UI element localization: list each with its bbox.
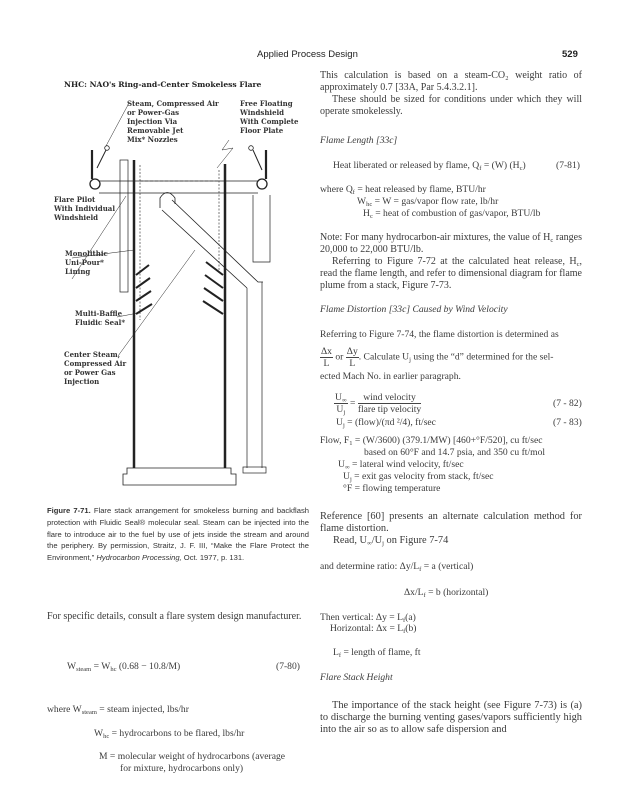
paragraph: For specific details, consult a flare system design manufacturer. (47, 611, 302, 622)
label-center-injection: Center Steam, Compressed Air or Power Gas Injection (64, 350, 127, 386)
definition: $W_{hc} = W$ = gas/vapor flow rate, lb/hr (357, 196, 499, 208)
ring-right (257, 179, 267, 189)
definition: based on 60°F and 14.7 psia, and 350 cu ft/mol (364, 447, 546, 458)
figure-title: NHC: NAO's Ring-and-Center Smokeless Flare (64, 80, 262, 89)
equation-number: (7 - 83) (553, 417, 582, 428)
definition: $L_f$ = length of flame, ft (333, 647, 421, 659)
jet-nozzle-tip-left (105, 146, 110, 151)
equation-7-81: Heat liberated or released by flame, $Q_f = (W)$ $(H_c)$ (333, 160, 526, 172)
baffles (136, 262, 223, 314)
paragraph: Referring to Figure 7-74, the flame distortion is determined as (320, 329, 559, 340)
page-number: 529 (562, 49, 578, 60)
label-baffle: Multi-Baffle Fluidic Seal* (75, 309, 125, 327)
label-flare-pilot: Flare Pilot With Individual Windshield (54, 195, 115, 222)
label-windshield: Free Floating Windshield With Complete Floor Plate (240, 99, 299, 135)
running-header: Applied Process Design (257, 49, 358, 60)
windshield-pipe (253, 195, 270, 262)
equation-number: (7-81) (556, 160, 580, 171)
flare-pilot (120, 160, 128, 292)
caption-text: Flare stack arrangement for smokeless burning and backflash protection with Fluidic Seal® molecular seal. Steam can be injected into the flare to introduce air to the fuel by use of jets inside the stream and around the periphery. By permission, Straitz, J. F. III, “Make the Flare Protect the Environment,” (47, 506, 309, 563)
definition: °F = flowing temperature (343, 483, 441, 494)
ratio-line: and determine ratio: $\Delta y/L_f = a$ (vertical) (320, 561, 474, 573)
jet-nozzle-left (97, 150, 106, 168)
paragraph: Referring to Figure 7-72 at the calculated heat release, $H_c$, read the flame length, and refer to dimensional diagram for flame plume from a stack, Figure 7-73. (320, 256, 582, 291)
ratio-line: $\Delta x/L_f = b$ (horizontal) (404, 587, 489, 599)
definition: $H_c$ = heat of combustion of gas/vapor, BTU/lb (363, 208, 541, 220)
equation-number: (7-80) (276, 661, 300, 672)
section-heading: Flame Length [33c] (320, 135, 398, 146)
ratio-line: Horizontal: $\Delta x = L_f(b)$ (330, 623, 417, 635)
paragraph: ected Mach No. in earlier paragraph. (320, 371, 461, 382)
paragraph: The importance of the stack height (see Figure 7-73) is (a) to discharge the burning venting gases/vapors sufficiently high into the air so as to allow safe dispersion and (320, 700, 582, 735)
definition: $U_\infty$ = lateral wind velocity, ft/sec (338, 459, 464, 471)
fraction-line: $\frac{\Delta x}{L}$ or $\frac{\Delta y}{L}$ . Calculate $U_j$ using the “d” determined for the sel- (321, 346, 554, 369)
flare-stack-diagram (0, 0, 310, 500)
section-heading: Flare Stack Height (320, 672, 393, 683)
jet-nozzle-tip-right (249, 146, 254, 151)
equation-number: (7 - 82) (553, 398, 582, 409)
paragraph: These should be sized for conditions under which they will operate smokelessly. (320, 94, 582, 117)
ratio-line: Then vertical: $\Delta y = L_f(a)$ (320, 612, 416, 624)
figure-caption (47, 505, 309, 564)
definition: $U_j$ = exit gas velocity from stack, ft/sec (343, 471, 494, 483)
caption-tail: Oct. 1977, p. 131. (183, 553, 245, 563)
label-steam-injection: Steam, Compressed Air or Power-Gas Injection Via Removable Jet Mix* Nozzles (127, 99, 219, 144)
definition: Flow, $F_1 = (W/3600)$ (379.1/MW) [460+°F/520], cu ft/sec (320, 435, 543, 447)
paragraph: Reference [60] presents an alternate calculation method for flame distortion. (320, 511, 582, 534)
jet-nozzle-right (253, 150, 262, 170)
stack-base (123, 468, 236, 485)
caption-journal: Hydrocarbon Processing, (96, 553, 182, 563)
equation-7-83: $U_j$ = (flow)/(πd ²/4), ft/sec (336, 417, 436, 429)
caption-label: Figure 7-71. (47, 506, 91, 515)
definition: $W_{hc}$ = hydrocarbons to be flared, lbs/hr (94, 728, 245, 740)
section-heading: Flame Distortion [33c] Caused by Wind Velocity (320, 304, 508, 315)
definition: M = molecular weight of hydrocarbons (average (99, 751, 286, 762)
definition: for mixture, hydrocarbons only) (120, 763, 244, 774)
paragraph: This calculation is based on a steam-CO₂ weight ratio of approximately 0.7 [33A, Par 5.4.3.2.1]. (320, 70, 582, 93)
definition: where $W_{steam}$ = steam injected, lbs/hr (47, 704, 189, 716)
note: Note: For many hydrocarbon-air mixtures, the value of $H_c$ ranges 20,000 to 22,000 BTU/lb. (320, 232, 582, 255)
riser-foot (243, 467, 266, 473)
equation-7-82: $\frac{U_\infty}{U_j}$ = $\frac{\text{wind velocity}}{\text{flare tip velocity}}$ (335, 392, 422, 416)
equation-7-80: $W_{steam} = W_{hc}$ (0.68 − 10.8/M) (67, 661, 181, 673)
paragraph: Read, $U_\infty/U_j$ on Figure 7-74 (333, 535, 449, 547)
ring-left (90, 179, 100, 189)
definition: where $Q_f$ = heat released by flame, BTU/hr (320, 184, 486, 196)
label-lining: Monolithic Uni-Pour* Lining (65, 249, 108, 276)
injection-riser-pipe (247, 282, 262, 468)
